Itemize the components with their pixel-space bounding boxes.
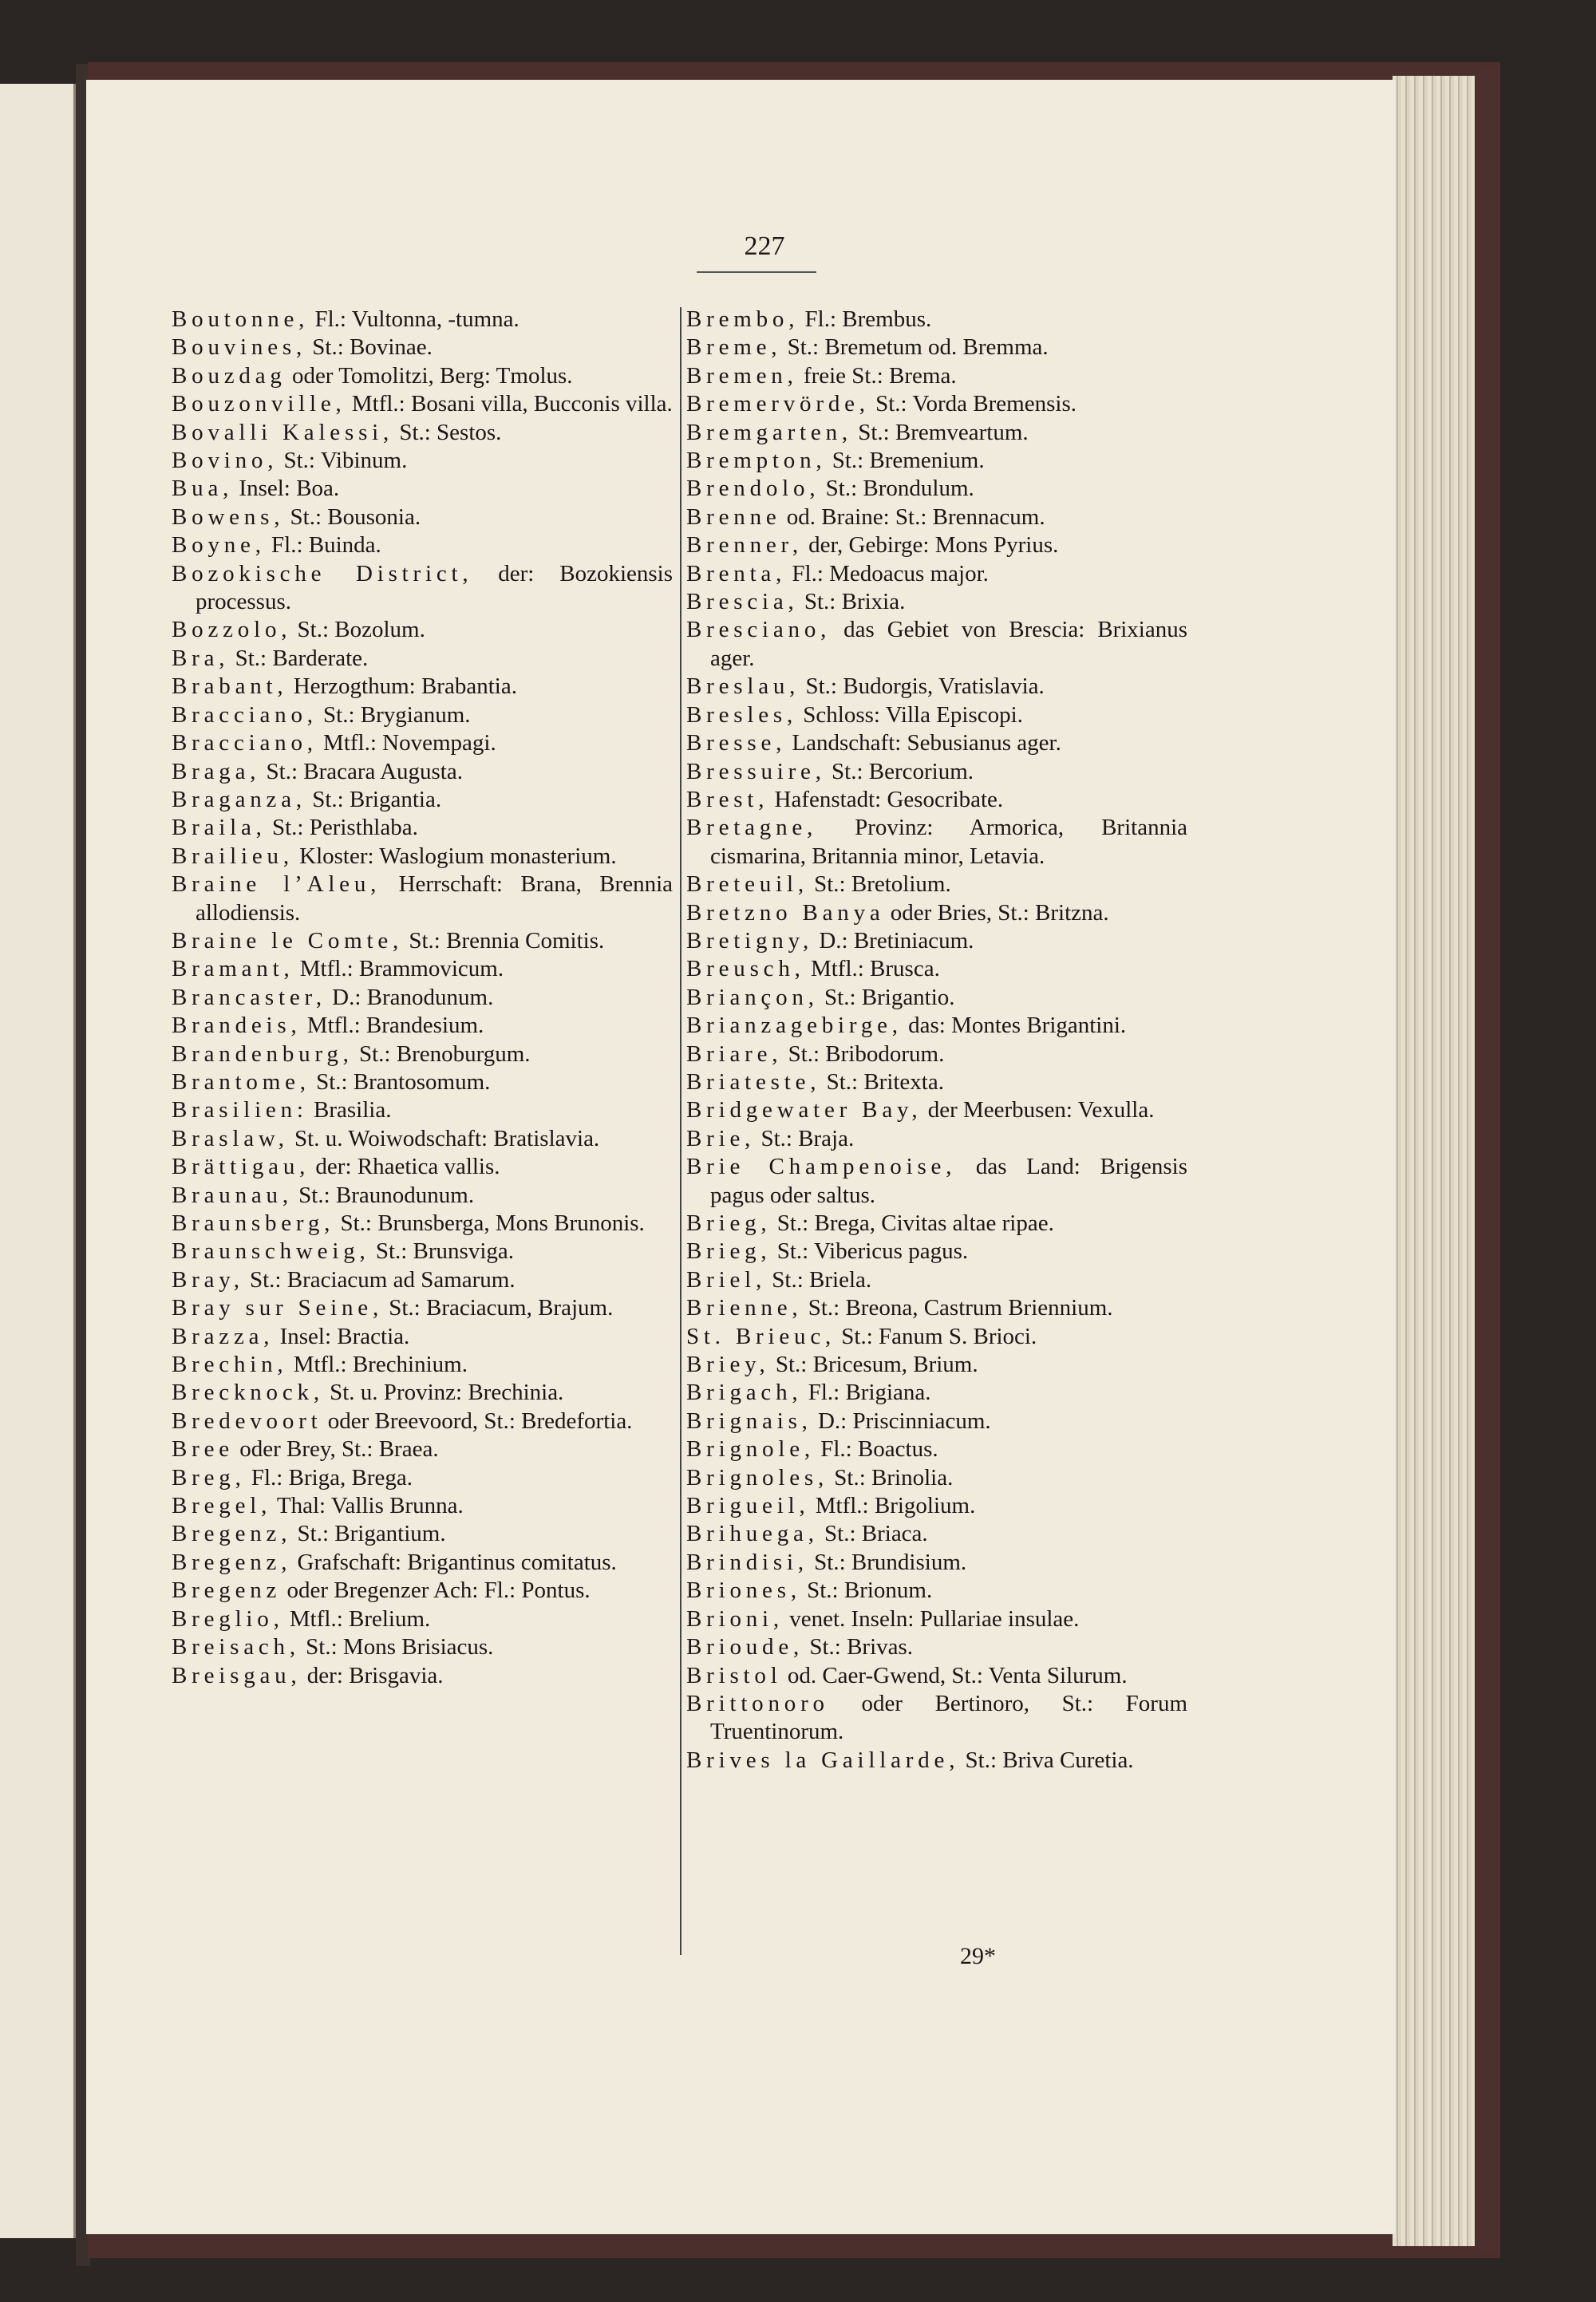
entry-headword: Bozokische District, [172,560,473,586]
dictionary-entry [172,1238,673,1266]
dictionary-entry [686,1435,1187,1463]
entry-headword: Brienne, [686,1295,803,1321]
entry-headword: Breg, [172,1464,246,1491]
dictionary-entry [686,758,1187,786]
dictionary-entry [686,588,1187,616]
dictionary-entry [686,306,1187,334]
dictionary-entry [172,955,673,983]
entry-definition: das: Montes Brigantini. [908,1013,1127,1039]
entry-definition: St.: Peristhlaba. [271,815,418,841]
entry-headword: Brindisi, [686,1549,808,1575]
entry-headword: Bretzno Banya [686,899,885,926]
entry-headword: Brenne [686,503,781,530]
entry-definition: St.: Brygianum. [323,701,471,728]
dictionary-entry [686,927,1187,955]
dictionary-entry [686,955,1187,983]
entry-definition: Mtfl.: Bosani villa, Bucconis villa. [351,391,673,417]
dictionary-entry [686,1068,1187,1096]
entry-headword: Brioude, [686,1634,804,1660]
dictionary-entry [172,560,673,617]
dictionary-entry [686,362,1187,390]
dictionary-entry [686,1492,1187,1520]
entry-headword: Breisgau, [172,1662,302,1688]
signature-mark: 29* [960,1943,996,1969]
dictionary-entry [686,1210,1187,1238]
dictionary-entry [172,1125,673,1153]
entry-headword: Bua, [172,476,234,502]
entry-definition: St.: Bribodorum. [788,1040,945,1067]
dictionary-entry [686,1408,1187,1435]
dictionary-entry [686,1690,1187,1747]
dictionary-entry [172,1153,673,1181]
entry-definition: Fl.: Medoacus major. [792,560,989,586]
dictionary-entry [172,786,673,814]
entry-definition: Herzogthum: Brabantia. [293,673,517,700]
entry-headword: Bracciano, [172,730,318,756]
entry-definition: Kloster: Waslogium monasterium. [299,843,617,869]
dictionary-entry [172,1210,673,1238]
entry-definition: St.: Brixia. [804,589,906,615]
dictionary-entry [172,984,673,1012]
entry-headword: Braunschweig, [172,1238,370,1265]
entry-definition: St.: Brinolia. [834,1464,954,1491]
entry-definition: St.: Fanum S. Brioci. [841,1323,1037,1349]
entry-definition: St.: Vibericus pagus. [776,1238,969,1265]
entry-headword: Bramant, [172,956,294,982]
dictionary-entry [686,1153,1187,1210]
dictionary-entry [172,362,673,390]
dictionary-entry [172,1040,673,1068]
entry-definition: St.: Brionum. [807,1577,933,1604]
entry-definition: Schloss: Villa Episcopi. [803,701,1023,728]
dictionary-entry [172,1549,673,1577]
entry-headword: Bredevoort [172,1408,322,1434]
entry-definition: St.: Budorgis, Vratislavia. [805,673,1045,700]
entry-headword: Bressuire, [686,758,826,784]
dictionary-entry [172,673,673,701]
dictionary-entry [172,531,673,559]
entry-definition: od. Caer-Gwend, St.: Venta Silurum. [787,1662,1128,1688]
entry-definition: das Land: Brigensis pagus oder saltus. [710,1154,1187,1208]
entry-definition: der: Bozokiensis processus. [196,560,674,615]
dictionary-entry [172,334,673,361]
entry-headword: Breme, [686,334,782,361]
entry-definition: Mtfl.: Brelium. [289,1605,431,1632]
entry-headword: Bremervörde, [686,391,870,417]
entry-headword: Brioni, [686,1605,784,1632]
dictionary-entry [172,390,673,418]
entry-headword: Bovino, [172,448,279,474]
entry-definition: St.: Brennia Comitis. [409,927,605,954]
entry-definition: St.: Brantosomum. [316,1068,491,1095]
dictionary-entry [686,475,1187,503]
entry-definition: der, Gebirge: Mons Pyrius. [808,532,1059,559]
dictionary-entry [686,1633,1187,1661]
dictionary-entry [172,306,673,334]
entry-headword: Braila, [172,815,267,841]
dictionary-entry [172,1266,673,1294]
entry-headword: Bouzonville, [172,391,346,417]
entry-headword: Brignais, [686,1408,812,1434]
entry-headword: Brieg, [686,1238,772,1265]
dictionary-entry [172,1323,673,1351]
dictionary-entry [686,1379,1187,1407]
dictionary-entry [686,814,1187,871]
entry-headword: Bridgewater Bay, [686,1097,922,1123]
entry-headword: Breusch, [686,956,805,982]
book-page [86,80,1395,2234]
entry-headword: Bree [172,1436,234,1463]
entry-headword: Brandeis, [172,1013,302,1039]
entry-definition: Mtfl.: Novempagi. [323,730,496,756]
dictionary-entry [686,1012,1187,1040]
dictionary-entry [686,560,1187,588]
dictionary-entry [172,503,673,531]
entry-headword: Bremgarten, [686,419,852,445]
dictionary-entry [172,1379,673,1407]
entry-definition: Herrschaft: Brana, Brennia allodiensis. [196,871,673,926]
entry-headword: Braga, [172,758,261,784]
dictionary-entry [172,1068,673,1096]
entry-definition: oder Tomolitzi, Berg: Tmolus. [291,362,573,389]
dictionary-entry [686,334,1187,361]
entry-definition: der: Rhaetica vallis. [315,1154,500,1180]
dictionary-entry [686,1294,1187,1322]
entry-headword: Briançon, [686,984,819,1010]
entry-headword: Bristol [686,1662,782,1688]
entry-definition: St.: Vorda Bremensis. [875,391,1077,417]
entry-headword: Braine l’Aleu, [172,871,381,898]
entry-definition: das Gebiet von Brescia: Brixianus ager. [710,617,1187,671]
entry-definition: St.: Bremveartum. [858,419,1029,445]
dictionary-entry [686,673,1187,701]
dictionary-entry [172,1182,673,1210]
dictionary-entry [172,729,673,757]
entry-headword: Boutonne, [172,306,310,332]
dictionary-entry [172,447,673,475]
left-column [172,306,673,1690]
entry-definition: Mtfl.: Brechinium. [293,1352,468,1378]
entry-definition: oder Bries, St.: Britzna. [890,899,1109,926]
entry-definition: St.: Bozolum. [297,617,425,643]
entry-definition: der: Brisgavia. [306,1662,444,1688]
page-number: 227 [744,231,785,261]
entry-definition: St.: Brigantium. [297,1521,446,1547]
entry-headword: Bouvines, [172,334,307,361]
entry-headword: Breteuil, [686,871,808,898]
entry-definition: Insel: Boa. [239,476,340,502]
dictionary-entry [686,1605,1187,1633]
dictionary-entry [172,1492,673,1520]
dictionary-entry [172,701,673,729]
entry-definition: St.: Bracara Augusta. [266,758,463,784]
entry-definition: St. u. Provinz: Brechinia. [330,1380,564,1406]
dictionary-entry [686,899,1187,927]
entry-definition: St.: Brega, Civitas altae ripae. [776,1210,1054,1236]
entry-definition: St.: Britexta. [826,1068,944,1095]
dictionary-entry [686,447,1187,475]
dictionary-entry [172,1577,673,1605]
entry-definition: Provinz: Armorica, Britannia cismarina, Britannia minor, Letavia. [710,815,1188,869]
entry-definition: St.: Brunsberga, Mons Brunonis. [340,1210,645,1236]
entry-definition: Insel: Bractia. [279,1323,410,1349]
entry-headword: Bregel, [172,1493,272,1519]
dictionary-entry [172,814,673,842]
dictionary-entry [686,1549,1187,1577]
entry-definition: Fl.: Boactus. [820,1436,938,1463]
entry-definition: oder Bregenzer Ach: Fl.: Pontus. [286,1577,591,1604]
entry-headword: Brigach, [686,1380,803,1406]
dictionary-entry [686,871,1187,898]
entry-headword: Bray, [172,1266,244,1293]
entry-headword: Bresciano, [686,617,832,643]
entry-headword: Brenta, [686,560,787,586]
entry-definition: St.: Braciacum ad Samarum. [250,1266,516,1293]
entry-definition: St.: Brivas. [809,1634,914,1660]
entry-headword: Bracciano, [172,701,318,728]
entry-headword: Brabant, [172,673,288,700]
entry-definition: Mtfl.: Brammovicum. [299,956,504,982]
entry-definition: St.: Brundisium. [814,1549,967,1575]
entry-definition: Brasilia. [314,1097,392,1123]
entry-headword: Briare, [686,1040,783,1067]
entry-headword: Briateste, [686,1068,821,1095]
entry-definition: St.: Braja. [760,1125,855,1151]
entry-headword: Brie, [686,1125,756,1151]
entry-definition: oder Brey, St.: Braea. [239,1436,439,1463]
entry-headword: Braslaw, [172,1125,289,1151]
entry-headword: Breisach, [172,1634,300,1660]
entry-definition: St.: Bricesum, Brium. [775,1352,978,1378]
entry-headword: Bouzdag [172,362,286,389]
entry-definition: St.: Bremetum od. Bremma. [787,334,1049,361]
dictionary-entry [686,701,1187,729]
entry-headword: Bra, [172,645,230,671]
entry-definition: St.: Brunsviga. [375,1238,515,1265]
entry-definition: D.: Priscinniacum. [817,1408,991,1434]
dictionary-entry [686,1125,1187,1153]
entry-headword: Brechin, [172,1352,288,1378]
entry-definition: St.: Bousonia. [290,503,421,530]
dictionary-entry [172,843,673,871]
entry-definition: Fl.: Briga, Brega. [251,1464,413,1491]
entry-definition: St.: Briva Curetia. [965,1747,1134,1773]
entry-definition: Hafenstadt: Gesocribate. [774,786,1004,812]
entry-definition: Fl.: Vultonna, -tumna. [314,306,519,332]
entry-headword: Brailieu, [172,843,294,869]
page-edges [1393,76,1476,2246]
dictionary-entry [172,616,673,644]
dictionary-entry [172,1351,673,1379]
header-rule [697,271,816,273]
dictionary-entry [172,419,673,447]
entry-definition: St.: Brenoburgum. [358,1040,531,1067]
entry-headword: Brianzagebirge, [686,1013,903,1039]
entry-headword: Brasilien: [172,1097,308,1123]
dictionary-entry [172,1294,673,1322]
entry-headword: Brest, [686,786,769,812]
dictionary-entry [686,1464,1187,1492]
column-divider [680,307,681,1955]
entry-definition: Fl.: Buinda. [271,532,381,559]
entry-definition: oder Bertinoro, St.: Forum Truentinorum. [710,1690,1188,1745]
dictionary-entry [686,531,1187,559]
entry-definition: St.: Briaca. [824,1521,928,1547]
entry-headword: Brempton, [686,448,827,474]
entry-definition: St.: Barderate. [235,645,369,671]
entry-definition: Mtfl.: Brigolium. [815,1493,976,1519]
entry-headword: Brantome, [172,1068,310,1095]
entry-definition: St.: Briela. [772,1266,872,1293]
entry-headword: Bregenz, [172,1549,292,1575]
entry-definition: St.: Brigantia. [312,786,442,812]
entry-headword: Braine le Comte, [172,927,404,954]
entry-definition: Mtfl.: Brusca. [810,956,940,982]
dictionary-entry [172,758,673,786]
entry-definition: od. Braine: St.: Brennacum. [786,503,1045,530]
dictionary-entry [686,616,1187,673]
entry-headword: Bozzolo, [172,617,292,643]
dictionary-entry [686,786,1187,814]
entry-definition: venet. Inseln: Pullariae insulae. [789,1605,1080,1632]
entry-headword: Briones, [686,1577,801,1604]
book-cover-right [1475,68,1500,2254]
entry-headword: Brieg, [686,1210,772,1236]
entry-definition: Grafschaft: Brigantinus comitatus. [297,1549,617,1575]
entry-definition: St.: Braunodunum. [298,1182,475,1208]
entry-headword: Brittonoro [686,1690,829,1716]
entry-headword: Bretigny, [686,927,814,954]
dictionary-entry [686,1266,1187,1294]
entry-headword: Briel, [686,1266,767,1293]
entry-definition: St.: Brondulum. [825,476,974,502]
entry-definition: Thal: Vallis Brunna. [276,1493,464,1519]
dictionary-entry [686,1096,1187,1124]
entry-headword: St. Brieuc, [686,1323,836,1349]
entry-headword: Bregenz [172,1577,282,1604]
entry-headword: Brättigau, [172,1154,310,1180]
entry-headword: Bregenz, [172,1521,292,1547]
entry-headword: Brignole, [686,1436,815,1463]
entry-headword: Brenner, [686,532,803,559]
dictionary-entry [686,503,1187,531]
dictionary-entry [686,1662,1187,1690]
entry-headword: Brie Champenoise, [686,1154,957,1180]
entry-definition: oder Breevoord, St.: Bredefortia. [327,1408,633,1434]
dictionary-entry [686,1040,1187,1068]
entry-headword: Braunau, [172,1182,293,1208]
entry-definition: St.: Bovinae. [312,334,433,361]
entry-headword: Bowens, [172,503,285,530]
dictionary-entry [686,1238,1187,1266]
entry-definition: St.: Brigantio. [824,984,955,1010]
entry-headword: Brigueil, [686,1493,810,1519]
entry-headword: Brecknock, [172,1380,324,1406]
dictionary-entry [686,1520,1187,1548]
dictionary-entry [172,1662,673,1690]
dictionary-entry [686,1323,1187,1351]
dictionary-entry [686,729,1187,757]
entry-definition: St.: Vibinum. [283,448,408,474]
dictionary-entry [172,1633,673,1661]
dictionary-entry [686,419,1187,447]
entry-headword: Bray sur Seine, [172,1295,383,1321]
entry-headword: Brives la Gaillarde, [686,1747,960,1773]
dictionary-entry [686,390,1187,418]
entry-definition: St.: Sestos. [399,419,502,445]
entry-headword: Brandenburg, [172,1040,354,1067]
entry-definition: Fl.: Brigiana. [808,1380,931,1406]
dictionary-entry [172,645,673,673]
entry-definition: St.: Braciacum, Brajum. [389,1295,614,1321]
entry-definition: St. u. Woiwodschaft: Bratislavia. [294,1125,600,1151]
entry-headword: Brembo, [686,306,800,332]
dictionary-entry [172,1408,673,1435]
dictionary-entry [172,1464,673,1492]
entry-definition: D.: Bretiniacum. [819,927,974,954]
dictionary-entry [172,1520,673,1548]
entry-headword: Bretagne, [686,815,818,841]
facing-page-edge [0,84,76,2238]
entry-headword: Breglio, [172,1605,284,1632]
entry-headword: Brignoles, [686,1464,829,1491]
dictionary-entry [172,1012,673,1040]
entry-definition: St.: Bremenium. [832,448,985,474]
dictionary-entry [686,984,1187,1012]
entry-headword: Boyne, [172,532,266,559]
dictionary-entry [686,1351,1187,1379]
entry-headword: Bremen, [686,362,798,389]
entry-definition: St.: Breona, Castrum Briennium. [808,1295,1113,1321]
dictionary-entry [172,1605,673,1633]
right-column [686,306,1187,1775]
entry-definition: freie St.: Brema. [803,362,957,389]
dictionary-entry [172,927,673,955]
entry-headword: Brendolo, [686,476,820,502]
dictionary-entry [686,1747,1187,1775]
entry-headword: Brescia, [686,589,799,615]
dictionary-entry [172,871,673,927]
entry-definition: D.: Branodunum. [332,984,494,1010]
entry-headword: Bresse, [686,730,787,756]
entry-headword: Breslau, [686,673,800,700]
entry-headword: Braganza, [172,786,306,812]
entry-definition: Landschaft: Sebusianus ager. [792,730,1061,756]
entry-definition: St.: Bercorium. [832,758,974,784]
entry-definition: der Meerbusen: Vexulla. [927,1097,1155,1123]
entry-headword: Brihuega, [686,1521,819,1547]
entry-headword: Bresles, [686,701,798,728]
entry-headword: Bovalli Kalessi, [172,419,394,445]
dictionary-entry [172,1435,673,1463]
dictionary-entry [172,475,673,503]
dictionary-entry [686,1577,1187,1605]
entry-headword: Braunsberg, [172,1210,335,1236]
dictionary-entry [172,1096,673,1124]
entry-definition: St.: Bretolium. [814,871,951,898]
entry-headword: Briey, [686,1352,770,1378]
entry-headword: Brazza, [172,1323,275,1349]
entry-headword: Brancaster, [172,984,326,1010]
entry-definition: Fl.: Brembus. [804,306,932,332]
entry-definition: St.: Mons Brisiacus. [306,1634,494,1660]
entry-definition: Mtfl.: Brandesium. [306,1013,484,1039]
